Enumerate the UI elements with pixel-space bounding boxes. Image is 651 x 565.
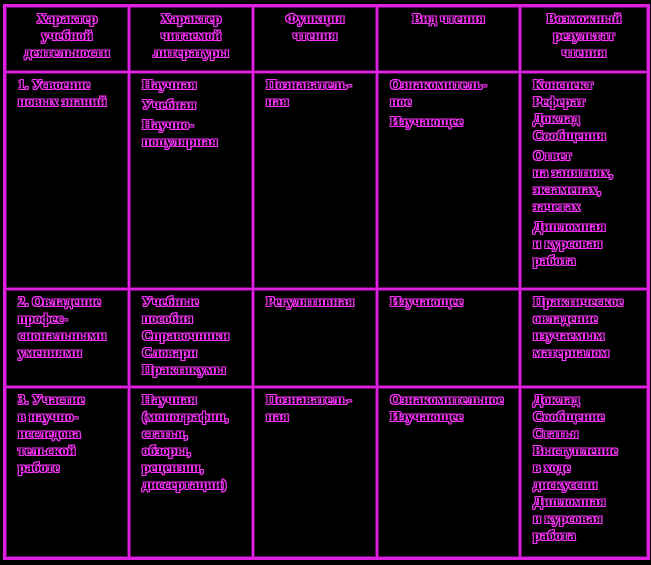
header-result: [520, 6, 648, 72]
cell-text-line: Характер: [36, 12, 98, 27]
table-row: [5, 72, 648, 289]
cell-text-line: работа: [533, 529, 576, 544]
cell-reading-type: [377, 72, 520, 289]
cell-text-line: Возможный: [546, 12, 622, 27]
cell-text-line: Вид чтения: [412, 12, 485, 27]
cell-text-line: деятельности: [24, 46, 110, 61]
cell-text-line: Научно-: [142, 118, 194, 133]
cell-text-line: Доклад: [533, 393, 580, 408]
cell-text-line: диссертации): [142, 478, 227, 493]
cell-text-line: в научно-: [18, 410, 79, 425]
cell-text-line: Научная: [142, 393, 197, 408]
cell-result: [520, 289, 648, 387]
cell-text-group: [533, 294, 641, 362]
cell-text-line: новых знаний: [18, 95, 107, 110]
cell-activity: [5, 289, 129, 387]
cell-text-line: статьи,: [142, 427, 188, 442]
cell-text-line: пособия: [142, 312, 193, 327]
cell-text-line: Изучающее: [390, 115, 464, 130]
cell-literature: [129, 72, 253, 289]
cell-text-group: [390, 114, 513, 131]
cell-text-group: [142, 77, 246, 94]
cell-text-line: Сообщение: [533, 410, 605, 425]
cell-text-line: и курсовая: [533, 512, 603, 527]
cell-text-line: Учебная: [142, 98, 197, 113]
cell-text-line: работе: [18, 461, 60, 476]
cell-text-line: Изучающее: [390, 410, 464, 425]
cell-text-line: популярная: [142, 135, 218, 150]
cell-function: [253, 289, 377, 387]
cell-reading-type: [377, 387, 520, 558]
cell-function: [253, 387, 377, 558]
cell-text-group: [533, 77, 641, 145]
header-row: [5, 6, 648, 72]
cell-text-line: изучаемым: [533, 329, 605, 344]
cell-text-line: профес-: [18, 312, 68, 327]
cell-text-line: на занятиях,: [533, 166, 613, 181]
cell-text-line: читаемой: [160, 29, 222, 44]
cell-text-line: материалом: [533, 346, 610, 361]
cell-activity: [5, 72, 129, 289]
header-activity: [5, 6, 129, 72]
cell-text-line: сиональными: [18, 329, 107, 344]
cell-text-line: Практическое: [533, 295, 624, 310]
cell-text-line: Учебные: [142, 295, 199, 310]
cell-text-group: [533, 392, 641, 545]
cell-text-line: чтения: [292, 29, 338, 44]
cell-text-group: [142, 392, 246, 494]
cell-text-line: Ответ: [533, 149, 572, 164]
cell-result: [520, 72, 648, 289]
cell-text-line: ная: [266, 410, 289, 425]
cell-text-line: 2. Овладение: [18, 295, 101, 310]
cell-text-line: Словари: [142, 346, 198, 361]
cell-text-group: [142, 294, 246, 379]
cell-text-group: [390, 294, 513, 311]
cell-text-line: 1. Усвоение: [18, 78, 91, 93]
cell-text-line: Научная: [142, 78, 197, 93]
cell-text-group: [390, 392, 513, 426]
cell-text-group: [142, 97, 246, 114]
cell-text-line: обзоры,: [142, 444, 191, 459]
header-literature: [129, 6, 253, 72]
cell-text-line: Регулятивная: [266, 295, 355, 310]
cell-text-group: [533, 219, 641, 270]
cell-text-line: исследова: [18, 427, 81, 442]
cell-text-line: (монографии,: [142, 410, 229, 425]
cell-result: [520, 387, 648, 558]
cell-text-line: Статья: [533, 427, 579, 442]
cell-text-line: работа: [533, 254, 576, 269]
cell-text-line: Доклад: [533, 112, 580, 127]
cell-text-line: Характер: [160, 12, 222, 27]
cell-reading-type: [377, 289, 520, 387]
header-function: [253, 6, 377, 72]
cell-text-line: экзаменах,: [533, 183, 601, 198]
cell-text-line: 3. Участие: [18, 393, 85, 408]
cell-text-line: Практикумы: [142, 363, 226, 378]
cell-text-line: рецензии,: [142, 461, 204, 476]
cell-text-line: Функция: [285, 12, 345, 27]
cell-text-line: чтения: [561, 46, 607, 61]
cell-text-line: Выступление: [533, 444, 618, 459]
cell-text-line: Познаватель-: [266, 78, 352, 93]
header-reading-type: [377, 6, 520, 72]
cell-text-line: дискуссии: [533, 478, 598, 493]
cell-text-line: овладение: [533, 312, 598, 327]
cell-text-line: учебной: [41, 29, 93, 44]
cell-function: [253, 72, 377, 289]
cell-text-line: Ознакомитель-: [390, 78, 487, 93]
cell-text-group: [142, 117, 246, 151]
cell-text-line: Справочники: [142, 329, 230, 344]
cell-text-line: в ходе: [533, 461, 571, 476]
activity-reading-table: [3, 4, 650, 560]
cell-text-line: Дипломная: [533, 495, 606, 510]
cell-text-line: ное: [390, 95, 412, 110]
cell-text-line: Реферат: [533, 95, 585, 110]
cell-text-line: Познаватель-: [266, 393, 352, 408]
cell-activity: [5, 387, 129, 558]
cell-text-line: Дипломная: [533, 220, 606, 235]
cell-text-line: литературы: [153, 46, 229, 61]
cell-text-line: Изучающее: [390, 295, 464, 310]
cell-text-line: ная: [266, 95, 289, 110]
cell-text-line: Ознакомительное: [390, 393, 504, 408]
cell-text-line: тельской: [18, 444, 76, 459]
cell-text-group: [533, 148, 641, 216]
cell-text-line: и курсовая: [533, 237, 603, 252]
cell-literature: [129, 289, 253, 387]
table-row: [5, 289, 648, 387]
cell-text-line: Сообщения: [533, 129, 606, 144]
cell-text-line: Конспект: [533, 78, 593, 93]
table-row: [5, 387, 648, 558]
cell-text-line: зачетах: [533, 200, 581, 215]
cell-literature: [129, 387, 253, 558]
cell-text-group: [390, 77, 513, 111]
cell-text-line: результат: [553, 29, 615, 44]
cell-text-line: умениями: [18, 346, 82, 361]
